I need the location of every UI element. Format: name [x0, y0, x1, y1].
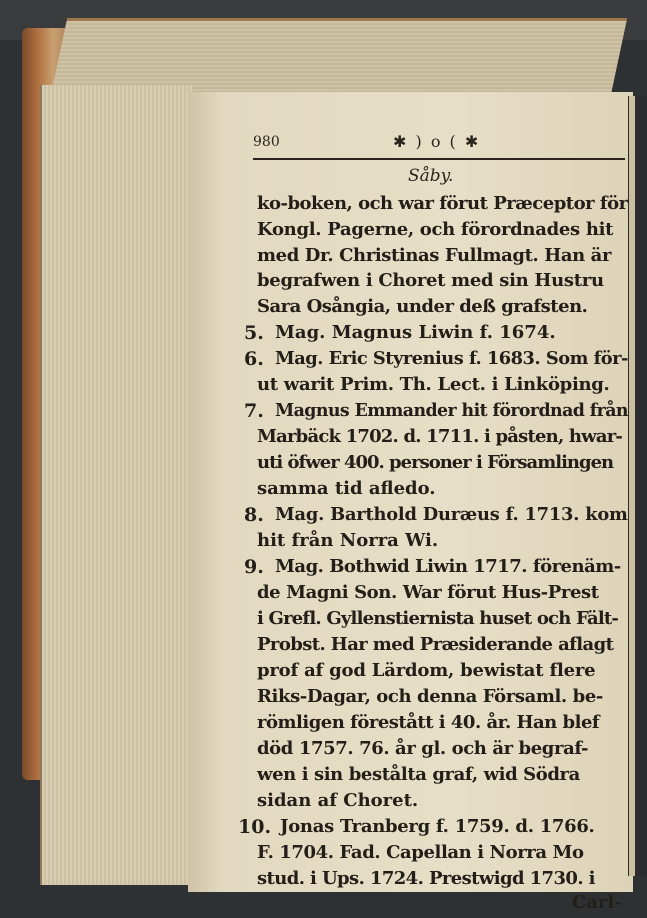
text-line: Marbäck 1702. d. 1711. i påsten, hwar-: [257, 426, 623, 447]
entry-number: 9.: [244, 556, 264, 578]
text-line: Probst. Har med Præsiderande aflagt: [257, 634, 614, 655]
text-line: wen i sin bestålta graf, wid Södra: [257, 764, 580, 785]
text-line: begrafwen i Choret med sin Hustru: [257, 270, 604, 291]
text-line: Mag. Bothwid Liwin 1717. förenäm-: [275, 556, 621, 577]
entry-number: 10.: [238, 816, 272, 838]
text-line: stud. i Ups. 1724. Prestwigd 1730. i: [257, 868, 595, 889]
text-line: Riks-Dagar, och denna Församl. be-: [257, 686, 603, 707]
text-line: ko-boken, och war förut Præceptor för: [257, 193, 628, 214]
text-line: sidan af Choret.: [257, 790, 419, 811]
entry-number: 7.: [244, 400, 264, 422]
text-line: Sara Osångia, under deß grafsten.: [257, 296, 588, 317]
text-line: Kongl. Pagerne, och förordnades hit: [257, 219, 614, 240]
text-line: Magnus Emmander hit förordnad från: [275, 400, 628, 421]
place-title: Såby.: [408, 166, 454, 186]
header-ornament: ✱ ) o ( ✱: [393, 132, 481, 151]
page-stack-side: [40, 85, 192, 885]
text-line: ut warit Prim. Th. Lect. i Linköping.: [257, 374, 610, 395]
text-line: död 1757. 76. år gl. och är begraf-: [257, 738, 589, 759]
text-line: uti öfwer 400. personer i Församlingen: [257, 452, 614, 473]
entry-number: 8.: [244, 504, 264, 526]
text-line: samma tid afledo.: [257, 478, 436, 499]
text-line: de Magni Son. War förut Hus-Prest: [257, 582, 599, 603]
entry-number: 5.: [244, 322, 264, 344]
next-page-sliver: [629, 96, 635, 876]
text-line: i Grefl. Gyllenstiernista huset och Fält-: [257, 608, 619, 629]
entry-number: 6.: [244, 348, 264, 370]
text-line: Mag. Magnus Liwin f. 1674.: [275, 322, 556, 343]
text-line: F. 1704. Fad. Capellan i Norra Mo: [257, 842, 584, 863]
text-line: prof af god Lärdom, bewistat flere: [257, 660, 596, 681]
text-line: Jonas Tranberg f. 1759. d. 1766.: [280, 816, 595, 837]
text-line: Mag. Eric Styrenius f. 1683. Som för-: [275, 348, 628, 369]
text-line: Mag. Barthold Duræus f. 1713. kom: [275, 504, 628, 525]
text-line: med Dr. Christinas Fullmagt. Han är: [257, 245, 612, 266]
catchword: Carl-: [572, 892, 622, 913]
text-line: hit från Norra Wi.: [257, 530, 439, 551]
page-number: 980: [253, 134, 280, 150]
page-header: [253, 132, 625, 160]
text-line: römligen förestått i 40. år. Han blef: [257, 712, 600, 733]
